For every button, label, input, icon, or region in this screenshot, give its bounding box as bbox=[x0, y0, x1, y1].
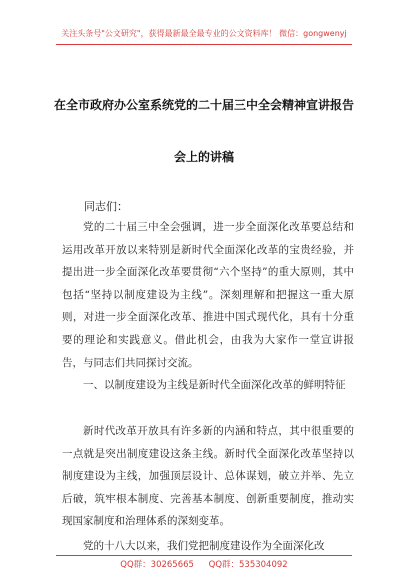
greeting: 同志们： bbox=[84, 200, 128, 213]
section-heading-1: 一、以制度建设为主线是新时代全面深化改革的鲜明特征 bbox=[83, 379, 346, 391]
header-divider bbox=[56, 44, 352, 45]
qq-group-2: QQ群：535304092 bbox=[208, 560, 288, 570]
document-title-line2: 会上的讲稿 bbox=[173, 150, 234, 164]
body-paragraph-1: 党的二十届三中全会强调，进一步全面深化改革要总结和运用改革开放以来特别是新时代全面深化改革的宝贵经验，并提出进一步全面深化改革要贯彻“六个坚持”的重大原则，其中包括“坚持以制度建设为主线”。深刻理解和把握这一重大原则，对进一步全面深化改革、推进中国式现代化，具有十分重要的理论和实践意义。借此机会，由我为大家作一堂宣讲报告，与同志们共同探讨交流。 bbox=[62, 221, 354, 369]
body-paragraph-3: 党的十八大以来，我们党把制度建设作为全面深化改 bbox=[83, 540, 325, 552]
qq-footer bbox=[0, 558, 408, 570]
footer-divider bbox=[56, 555, 352, 556]
document-title: 在全市政府办公室系统党的二十届三中全会精神宣讲报告 bbox=[53, 98, 354, 112]
body-paragraph-2: 新时代改革开放具有许多新的内涵和特点，其中很重要的一点就是突出制度建设这条主线。新时代全面深化改革坚持以制度建设为主线，加强顶层设计、总体谋划，破立并举、先立后破，筑牢根本制度、完善基本制度、创新重要制度，推动实现国家制度和治理体系的深刻变革。 bbox=[62, 425, 354, 528]
promo-header: 关注头条号"公文研究"，获得最新最全最专业的公文资料库！ 微信：gongwenyj bbox=[61, 29, 347, 38]
qq-group-1: QQ群：30265665 bbox=[120, 560, 194, 570]
